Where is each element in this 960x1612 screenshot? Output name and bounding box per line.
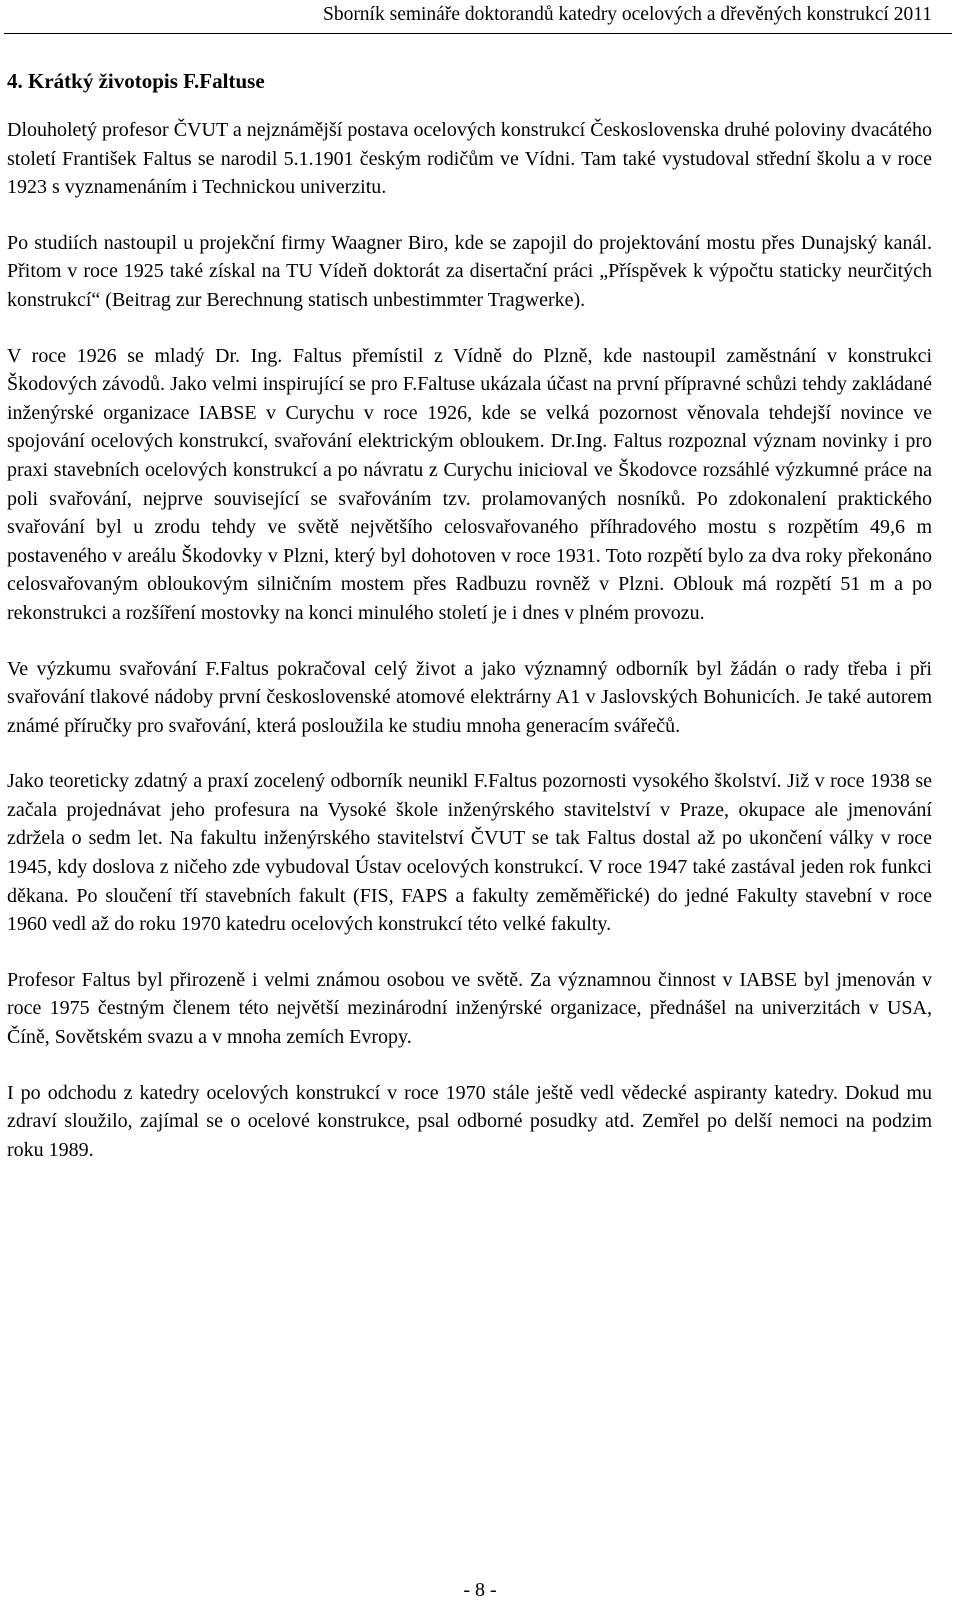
paragraph-welding-research: Ve výzkumu svařování F.Faltus pokračoval celý život a jako významný odborník byl žádán o rady třeba i při svařování tlakové nádoby první československé atomové elektrárny A1 v Jaslovských Bohunicích. Je také autorem známé příručky pro svařování, která posloužila ke studiu mnoha generacím svářečů.: [7, 657, 932, 737]
paragraph-waagner-biro: Po studiích nastoupil u projekční firmy Waagner Biro, kde se zapojil do projektování mostu přes Dunajský kanál. Přitom v roce 1925 také získal na TU Vídeň doktorát za disertační práci „Příspěvek k výpočtu staticky neurčitých konstrukcí“ (Beitrag zur Berechnung statisch unbestimmter Tragwerke).: [7, 231, 932, 311]
paragraph-birth-education: Dlouholetý profesor ČVUT a nejznámější postava ocelových konstrukcí Československa druhé poloviny dvacátého století František Faltus se narodil 5.1.1901 českým rodičům ve Vídni. Tam také vystudoval střední školu a v roce 1923 s vyznamenáním i Technickou univerzitu.: [7, 119, 932, 199]
header-rule: [4, 33, 952, 34]
document-body: [7, 66, 932, 1191]
page-number: - 8 -: [463, 1579, 497, 1601]
paragraph-skoda-welding: V roce 1926 se mladý Dr. Ing. Faltus přemístil z Vídně do Plzně, kde nastoupil zaměstnání v konstrukci Škodových závodů. Jako velmi inspirující se pro F.Faltuse ukázala účast na první přípravné schůzi tehdy zakládané inženýrské organizace IABSE v Curychu v roce 1926, kde se velká pozornost věnovala tehdejší novince ve spojování ocelových konstrukcí, svařování elektrickým obloukem. Dr.Ing. Faltus rozpoznal význam novinky i pro praxi stavebních ocelových konstrukcí a po návratu z Curychu inicioval ve Škodovce rozsáhlé výzkumné práce na poli svařování, nejprve související se svařováním tzv. prolamovaných nosníků. Po zdokonalení praktického svařování byl u zrodu tehdy ve světě největšího celosvařovaného příhradového mostu s rozpětím 49,6 m postaveného v areálu Škodovky v Plzni, který byl dohotoven v roce 1931. Toto rozpětí bylo za dva roky překonáno celosvařovaným obloukovým silničním mostem přes Radbuzu rovněž v Plzni. Oblouk má rozpětí 51 m a po rekonstrukci a rozšíření mostovky na konci minulého století je i dnes v plném provozu.: [7, 344, 932, 624]
section-title: 4. Krátký životopis F.Faltuse: [7, 69, 265, 93]
paragraph-international-reputation: Profesor Faltus byl přirozeně i velmi známou osobou ve světě. Za významnou činnost v IABSE byl jmenován v roce 1975 čestným členem této největší mezinárodní inženýrské organizace, přednášel na univerzitách v USA, Číně, Sovětském svazu a v mnoha zemích Evropy.: [7, 968, 932, 1049]
paragraph-academic-career: Jako teoreticky zdatný a praxí zocelený odborník neunikl F.Faltus pozornosti vysokého školství. Již v roce 1938 se začala projednávat jeho profesura na Vysoké škole inženýrského stavitelství v Praze, okupace ale jmenování zdržela o sedm let. Na fakultu inženýrského stavitelství ČVUT se tak Faltus dostal až po ukončení války v roce 1945, kdy doslova z ničeho zde vybudoval Ústav ocelových konstrukcí. V roce 1947 také zastával jeden rok funkci děkana. Po sloučení tří stavebních fakult (FIS, FAPS a fakulty zeměměřické) do jedné Fakulty stavební v roce 1960 vedl až do roku 1970 katedru ocelových konstrukcí této velké fakulty.: [7, 770, 932, 936]
running-header: Sborník semináře doktorandů katedry ocelových a dřevěných konstrukcí 2011: [322, 4, 932, 25]
paragraph-later-years: I po odchodu z katedry ocelových konstrukcí v roce 1970 stále ještě vedl vědecké aspiranty katedry. Dokud mu zdraví sloužilo, zajímal se o ocelové konstrukce, psal odborné posudky atd. Zemřel po delší nemoci na podzim roku 1989.: [7, 1081, 932, 1161]
